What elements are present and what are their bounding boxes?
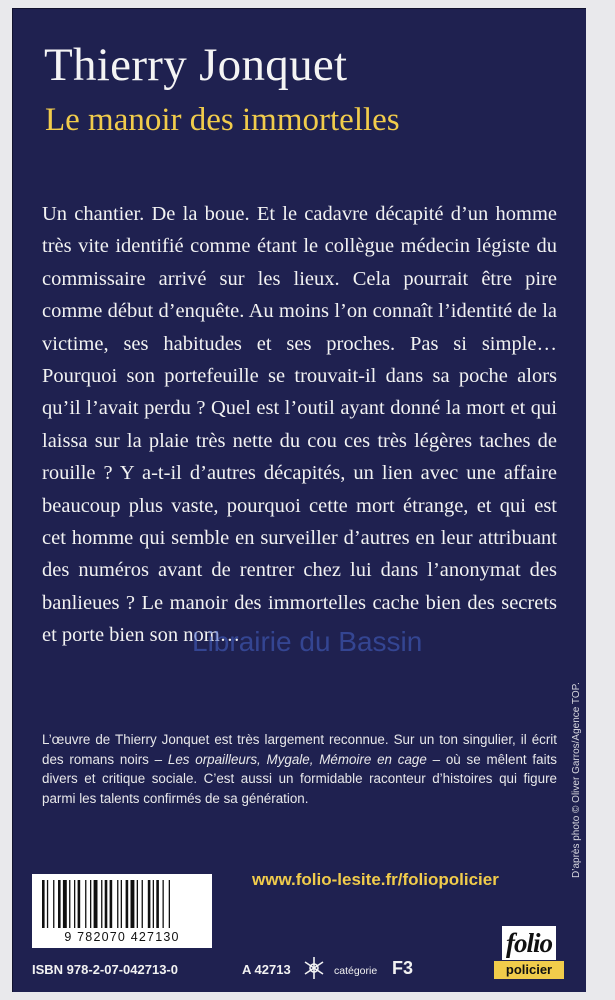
folio-policier-logo <box>494 926 564 986</box>
bio-book-titles: Les orpailleurs, Mygale, Mémoire en cage <box>167 751 427 767</box>
barcode-bars <box>40 880 204 930</box>
gallimard-star-icon <box>302 955 326 981</box>
book-title: Le manoir des immortelles <box>45 102 400 138</box>
bio-text-start: L’œuvre de Thierry Jonquet est très largement reconnue. Sur un ton singulier, il écrit des romans noirs – <box>42 732 557 767</box>
blurb-text: Un chantier. De la boue. Et le cadavre décapité d’un homme très vite identifié comme étant le collègue médecin légiste du commissaire arrivé sur les lieux. Cela pourrait être pire comme début d’enquête. Au moins l’on connaît l’identité de la victime, ses habitudes et ses proches. Pas si simple… Pourquoi son portefeuille se trouvait-il dans sa poche alors qu’il l’avait perdu ? Quel est l’outil ayant donné la mort et qui laissa sur la plaie très nette du cou ces très légères taches de rouille ? Y a-t-il d’autres décapités, un lien avec une affaire beaucoup plus vaste, pourquoi cette mort étrange, et qui est cet homme qui semble en surveiller d’autres en leur attribuant des numéros avant de rentrer chez lui dans l’anonymat des banlieues ? Le manoir des immortelles cache bien des secrets et porte bien son nom… <box>42 203 557 647</box>
category-label: catégorie <box>334 965 378 977</box>
photo-credit <box>571 682 587 878</box>
product-code: A 42713 <box>242 962 291 977</box>
photo-credit-text: D’après photo © Oliver Garros/Agence TOP. <box>571 682 582 878</box>
bio-text-end: – où se mêlent faits divers et critique sociale. C’est aussi un formidable raconteur d’histoires qui figure parmi les talents confirmés de sa génération. <box>42 751 557 806</box>
barcode <box>32 874 212 948</box>
category-value: F3 <box>392 958 414 978</box>
book-back-cover <box>12 8 586 992</box>
isbn: ISBN 978-2-07-042713-0 <box>32 962 178 977</box>
author-bio <box>42 730 557 808</box>
barcode-number: 9 782070 427130 <box>64 930 180 944</box>
logo-policier-text: policier <box>494 961 564 979</box>
logo-folio-text: folio <box>502 926 556 960</box>
watermark: Librairie du Bassin <box>192 626 423 657</box>
website-url: www.folio-lesite.fr/foliopolicier <box>252 870 499 889</box>
author-name: Thierry Jonquet <box>44 39 348 91</box>
